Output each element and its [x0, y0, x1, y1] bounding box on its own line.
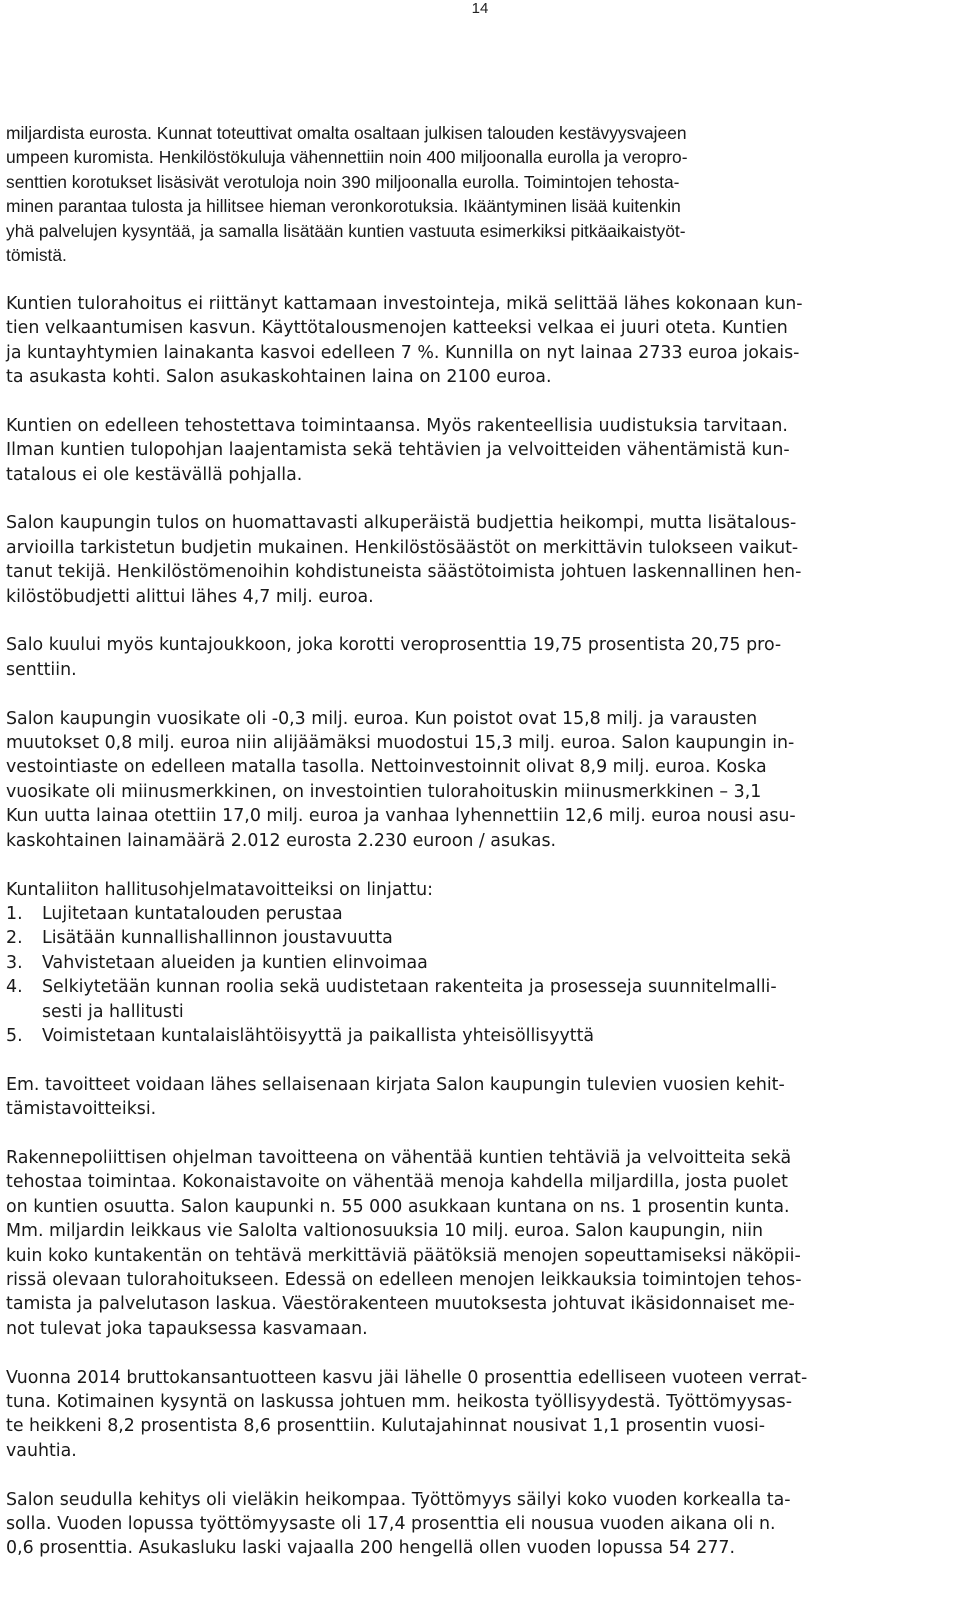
list-item-text: Lisätään kunnallishallinnon joustavuutta: [42, 928, 393, 949]
paragraph-efficiency: Kuntien on edelleen tehostettava toimintaansa. Myös rakenteellisia uudistuksia tarvitaan. Ilman kuntien tulopohjan laajentamista sekä tehtävien ja velvoitteiden vähentämistä kun- tatalous ei ole kestävällä pohjalla.: [6, 415, 790, 485]
list-item-text: Voimistetaan kuntalaislähtöisyyttä ja paikallista yhteisöllisyyttä: [42, 1025, 595, 1046]
list-item-number: 1.: [6, 903, 23, 924]
page-number: 14: [471, 0, 489, 17]
paragraph-tail-text: Ikääntyminen lisää kuitenkin yhä palvelujen kysyntää, ja samalla lisätään kuntien vastuuta esimerkiksi pitkäaikaistyöt- tömistä.: [6, 196, 686, 266]
paragraph-tax-rate: Salo kuului myös kuntajoukkoon, joka korotti veroprosenttia 19,75 prosentista 20,75 pro- senttiin.: [6, 635, 782, 680]
paragraph-salo-region: Salon seudulla kehitys oli vieläkin heikompaa. Työttömyys säilyi koko vuoden korkealla ta- solla. Vuoden lopussa työttömyysaste oli 17,4 prosenttia eli nousua vuoden aikana oli n. 0,6 prosenttia. Asukasluku laski vajaalla 200 hengellä ollen vuoden lopussa 54 277.: [6, 1489, 791, 1559]
goals-intro: Kuntaliiton hallitusohjelmatavoitteiksi on linjattu:: [6, 879, 434, 900]
list-item: [6, 926, 930, 950]
paragraph-annual-margin: Salon kaupungin vuosikate oli -0,3 milj. euroa. Kun poistot ovat 15,8 milj. ja varausten muutokset 0,8 milj. euroa niin alijäämäksi muodostui 15,3 milj. euroa. Salon kaupungin in- vestointiaste on edelleen matalla tasolla. Nettoinvestoinnit olivat 8,9 milj. euroa. Koska vuosikate oli miinusmerkkinen, on investointien tulorahoituskin miinusmerkkinen – 3,1 Kun uutta lainaa otettiin 17,0 milj. euroa ja vanhaa lyhennettiin 12,6 milj. euroa nousi asu- kaskohtainen lainamäärä 2.012 eurosta 2.230 euroon / asukas.: [6, 708, 796, 851]
list-item: [6, 902, 930, 926]
list-item-number: 4.: [6, 977, 23, 998]
list-item-text: Lujitetaan kuntatalouden perustaa: [42, 903, 343, 924]
paragraph-goals-adoption: Em. tavoitteet voidaan lähes sellaisenaan kirjata Salon kaupungin tulevien vuosien kehit- tämistavoitteiksi.: [6, 1074, 785, 1120]
paragraph-municipal-finances: [6, 121, 930, 267]
list-item-number: 3.: [6, 952, 23, 973]
list-item: [6, 975, 930, 1024]
paragraph-salo-result: Salon kaupungin tulos on huomattavasti alkuperäistä budjettia heikompi, mutta lisätalous- arvioilla tarkistetun budjetin mukainen. Henkilöstösäästöt on merkittävin tulokseen vaikut- tanut tekijä. Henkilöstömenoihin kohdistuneista säästötoimista johtuen laskennallinen hen- kilöstöbudjetti alittui lähes 4,7 milj. euroa.: [6, 513, 802, 607]
document-body: [6, 121, 930, 1561]
list-item-number: 2.: [6, 928, 23, 949]
paragraph-debt-growth: Kuntien tulorahoitus ei riittänyt kattamaan investointeja, mikä selittää lähes kokonaan kun- tien velkaantumisen kasvun. Käyttötalousmenojen katteeksi velkaa ei juuri oteta. Kuntien ja kuntayhtymien lainakanta kasvoi edelleen 7 %. Kunnilla on nyt lainaa 2733 euroa jokais- ta asukasta kohti. Salon asukaskohtainen laina on 2100 euroa.: [6, 293, 803, 388]
paragraph-lead-text: miljardista eurosta. Kunnat toteuttivat omalta osaltaan julkisen talouden kestävyysvajeen umpeen kuromista. Henkilöstökuluja vähennettiin noin 400 miljoonalla eurolla ja veropro- senttien korotukset lisäsivät verotuloja noin 390 miljoonalla eurolla. Toimintojen tehosta- minen parantaa tulosta ja hillitsee hieman veronkorotuksia.: [6, 123, 688, 217]
goals-list: [6, 902, 930, 1048]
paragraph-gdp-2014: Vuonna 2014 bruttokansantuotteen kasvu jäi lähelle 0 prosenttia edelliseen vuoteen verrat- tuna. Kotimainen kysyntä on laskussa johtuen mm. heikosta työllisyydestä. Työttömyysas- te heikkeni 8,2 prosentista 8,6 prosenttiin. Kulutajahinnat nousivat 1,1 prosentin vuosi- vauhtia.: [6, 1367, 808, 1461]
list-item-number: 5.: [6, 1025, 23, 1046]
list-item-text: Selkiytetään kunnan roolia sekä uudistetaan rakenteita ja prosesseja suunnitelmalli- sesti ja hallitusti: [42, 977, 777, 1022]
list-item: [6, 951, 930, 975]
list-item: [6, 1024, 930, 1048]
paragraph-structural-program: Rakennepoliittisen ohjelman tavoitteena on vähentää kuntien tehtäviä ja velvoitteita sekä tehostaa toimintaa. Kokonaistavoite on vähentää menoja kahdella miljardilla, josta puolet on kuntien osuutta. Salon kaupunki n. 55 000 asukkaan kuntana on ns. 1 prosentin kunta. Mm. miljardin leikkaus vie Salolta valtionosuuksia 10 milj. euroa. Salon kaupungin, niin kuin koko kuntakentän on tehtävä merkittäviä päätöksiä menojen sopeuttamiseksi näköpii- rissä olevaan tulorahoitukseen. Edessä on edelleen menojen leikkauksia toimintojen tehos- tamista ja palvelutason laskua. Väestörakenteen muutoksesta johtuvat ikäsidonnaiset me- not tulevat joka tapauksessa kasvamaan.: [6, 1147, 802, 1339]
list-item-text: Vahvistetaan alueiden ja kuntien elinvoimaa: [42, 952, 428, 973]
